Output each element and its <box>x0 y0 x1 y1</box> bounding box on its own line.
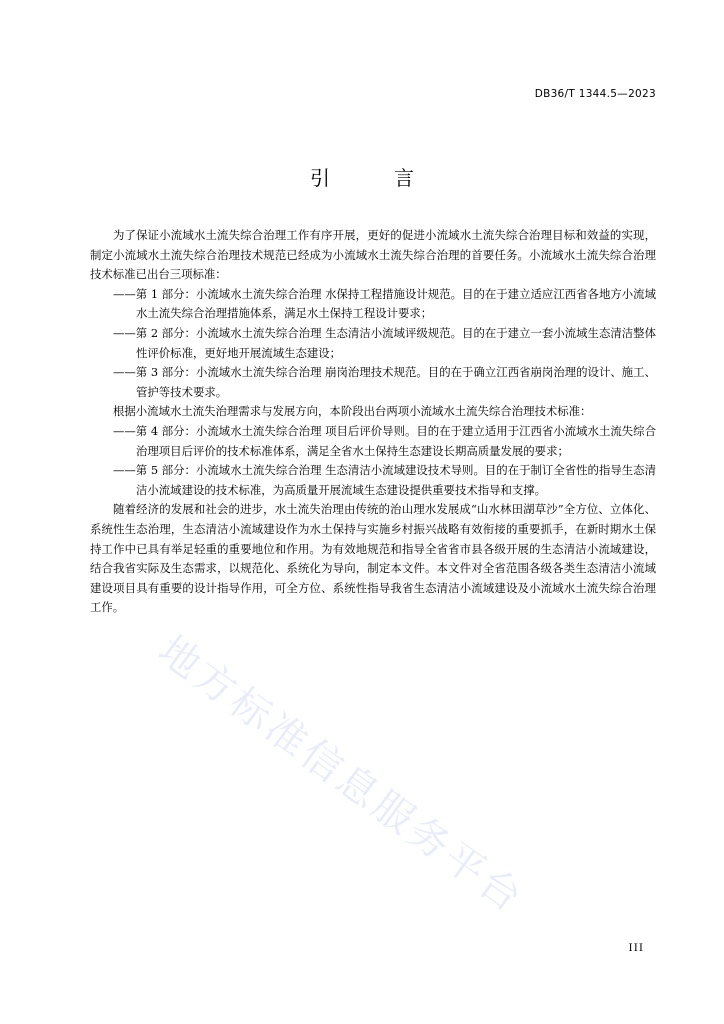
part-2-item: ——第 2 部分：小流域水土流失综合治理 生态清洁小流域评级规范。目的在于建立一套小流域生态清洁整体性评价标准，更好地开展流域生态建设； <box>113 325 656 360</box>
part-1-item: ——第 1 部分：小流域水土流失综合治理 水保持工程措施设计规范。目的在于建立适应江西省各地方小流域水土流失综合治理措施体系，满足水土保持工程设计要求； <box>113 286 656 321</box>
watermark: 地方标准信息服务平台 <box>149 627 533 924</box>
closing-paragraph: 随着经济的发展和社会的进步，水土流失治理由传统的治山理水发展成“山水林田湖草沙”全方位、立体化、系统性生态治理，生态清洁小流域建设作为水土保持与实施乡村振兴战略有效衔接的重要抓手，在新时期水土保持工作中已具有举足轻重的重要地位和作用。为有效地规范和指导全省省市县各级开展的生态清洁小流域建设，结合我省实际及生态需求，以规范化、系统化为导向，制定本文件。本文件对全省范围各级各类生态清洁小流域建设项目具有重要的设计指导作用，可全方位、系统性指导我省生态清洁小流域建设及小流域水土流失综合治理工作。 <box>90 502 656 615</box>
document-code: DB36/T 1344.5—2023 <box>534 88 656 100</box>
intro-paragraph: 为了保证小流域水土流失综合治理工作有序开展，更好的促进小流域水土流失综合治理目标和效益的实现，制定小流域水土流失综合治理技术规范已经成为小流域水土流失综合治理的首要任务。小流域水土流失综合治理技术标准已出台三项标准： <box>90 228 656 282</box>
section-title <box>0 162 724 191</box>
part-3-item: ——第 3 部分：小流域水土流失综合治理 崩岗治理技术规范。目的在于确立江西省崩岗治理的设计、施工、管护等技术要求。 <box>113 365 656 399</box>
document-body <box>90 226 656 618</box>
page-number: III <box>628 942 644 954</box>
part-4-item: ——第 4 部分：小流域水土流失综合治理 项目后评价导则。目的在于建立适用于江西省小流域水土流失综合治理项目后评价的技术标准体系，满足全省水土保持生态建设长期高质量发展的要求； <box>113 423 656 458</box>
stage-paragraph: 根据小流域水土流失治理需求与发展方向，本阶段出台两项小流域水土流失综合治理技术标准： <box>113 404 592 419</box>
part-5-item: ——第 5 部分：小流域水土流失综合治理 生态清洁小流域建设技术导则。目的在于制订全省性的指导生态清洁小流域建设的技术标准，为高质量开展流域生态建设提供重要技术指导和支撑。 <box>113 463 656 497</box>
section-title-text: 引 言 <box>310 166 436 190</box>
